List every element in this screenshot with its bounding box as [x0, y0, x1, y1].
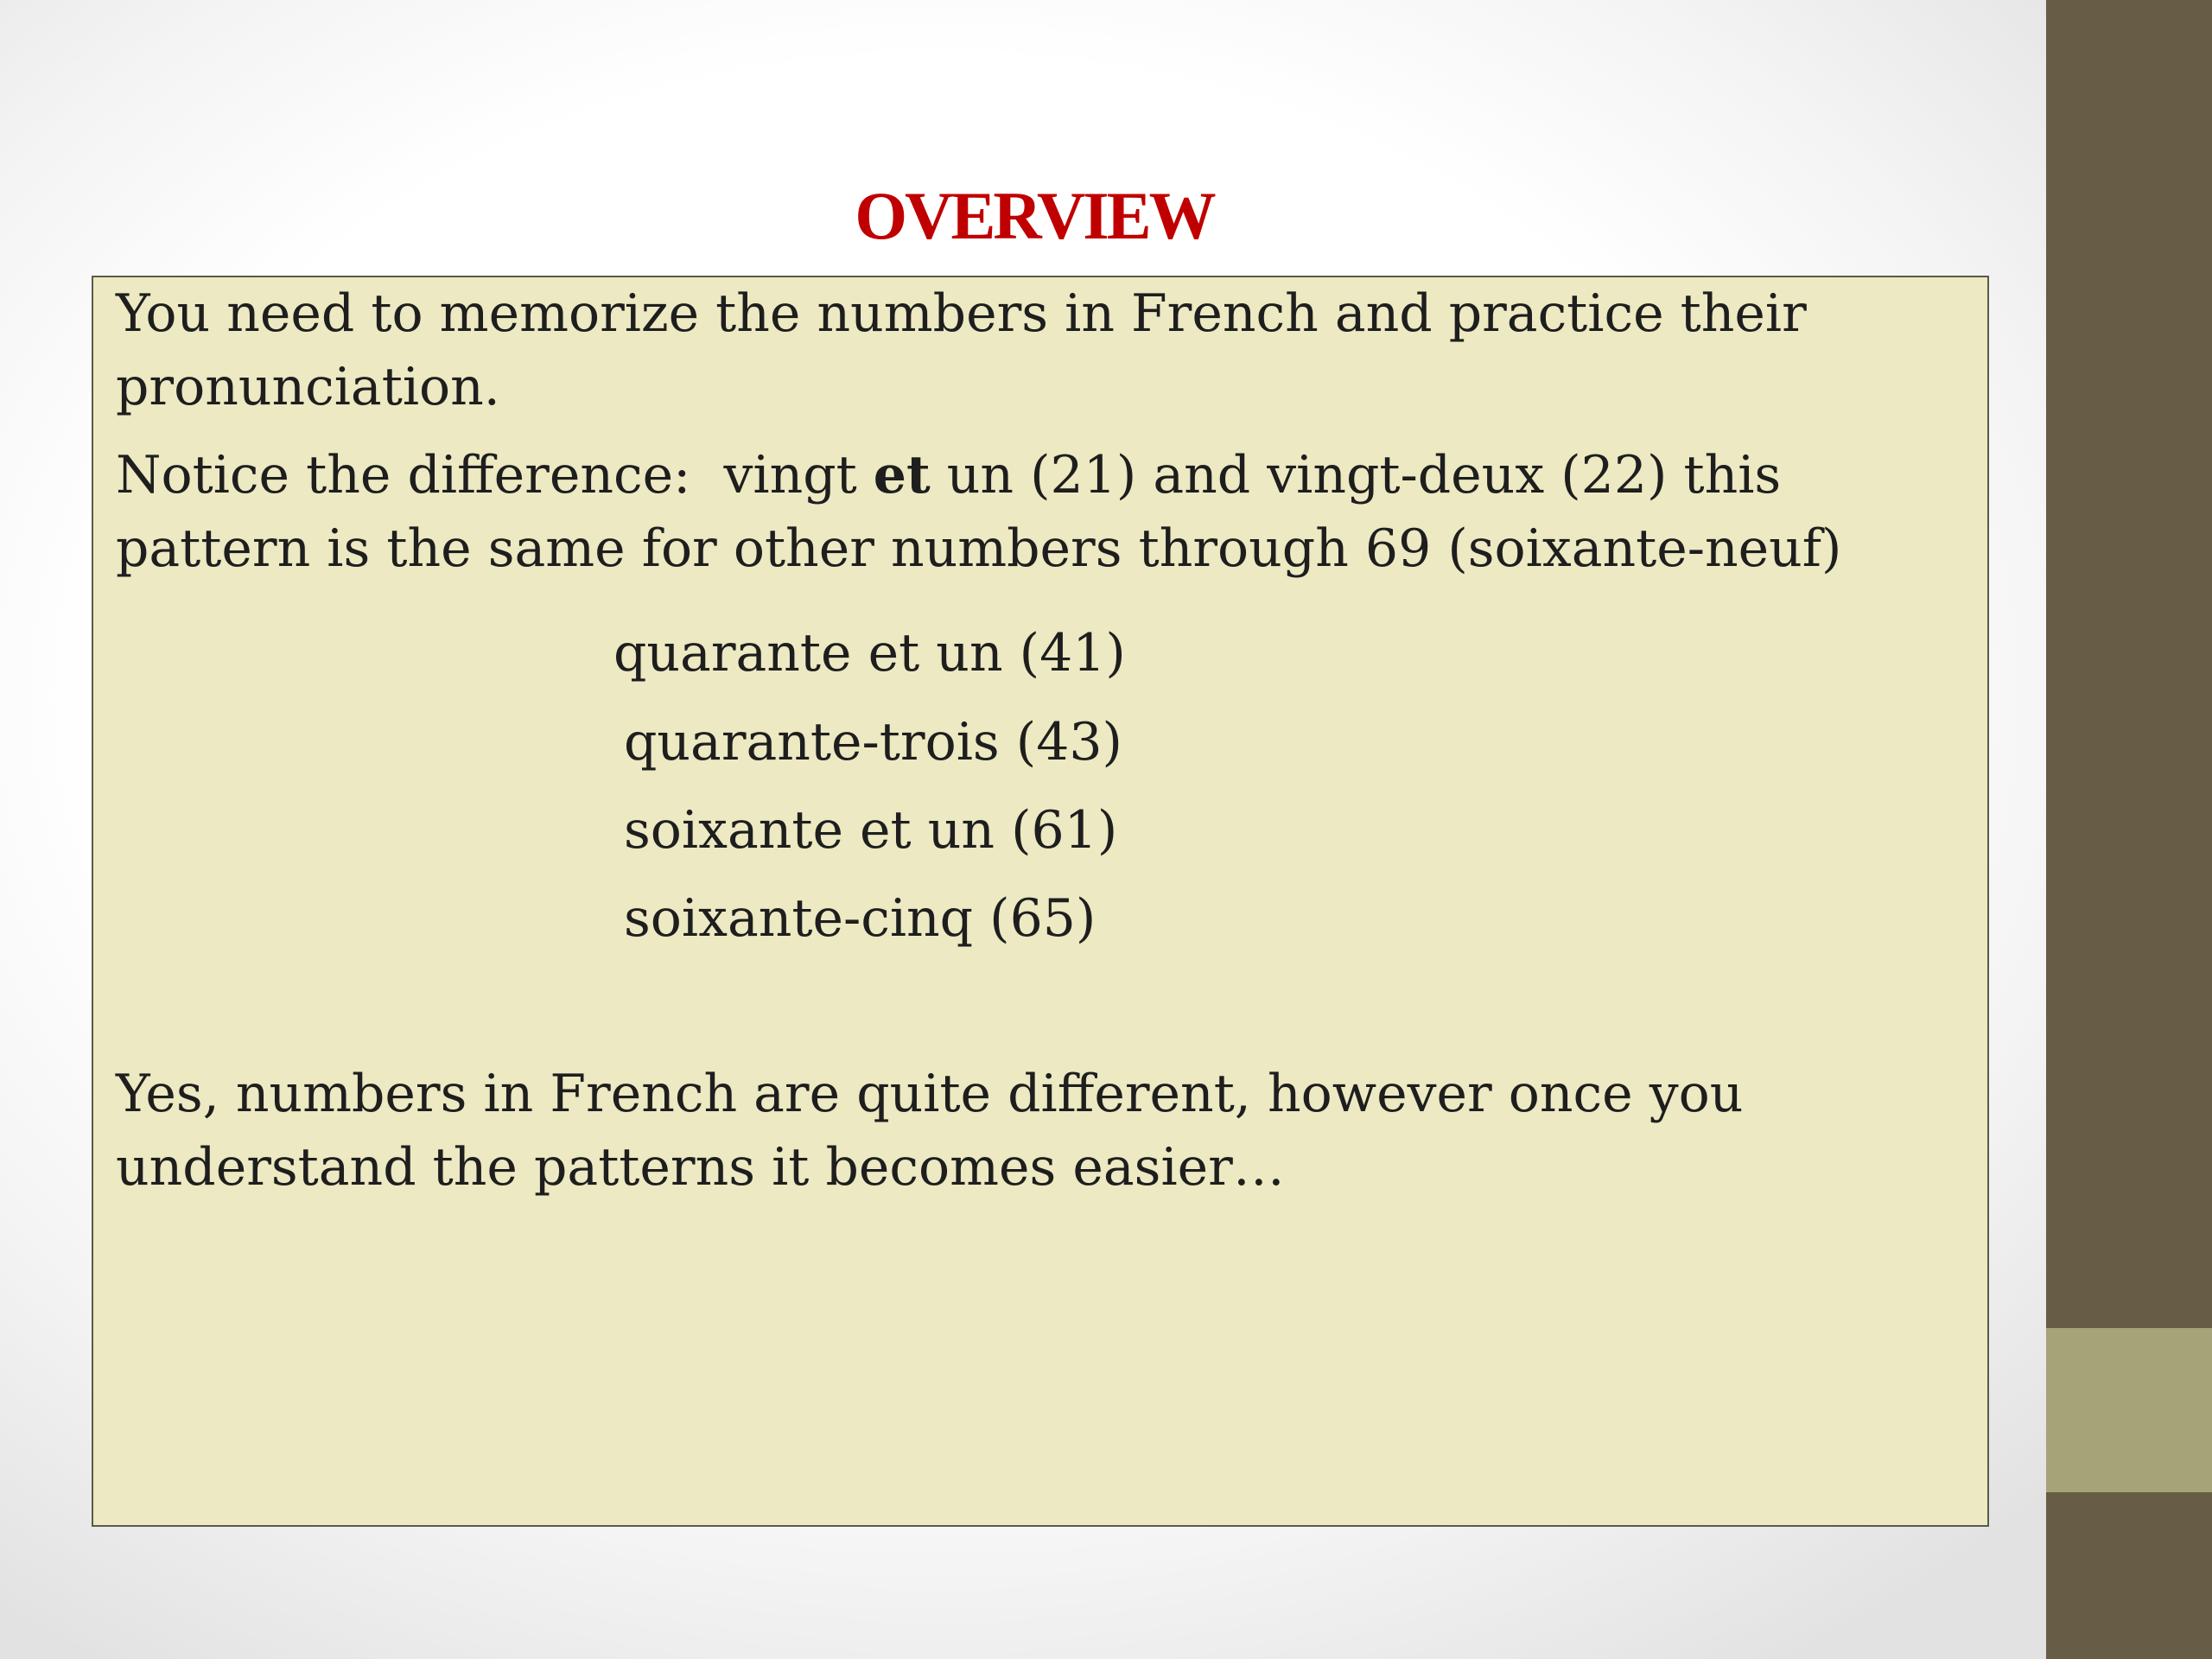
- side-bar-dark-band-bottom: [2046, 1492, 2212, 1659]
- decorative-side-bar: [2046, 0, 2212, 1659]
- intro-line-2: pronunciation.: [116, 357, 500, 417]
- example-item: soixante et un (61): [624, 800, 1118, 861]
- closing-paragraph: [116, 1058, 1743, 1205]
- side-bar-light-band: [2046, 1328, 2212, 1492]
- side-bar-dark-band: [2046, 0, 2212, 1328]
- slide-title: OVERVIEW: [855, 178, 1214, 253]
- notice-lead: Notice the difference: vingt: [116, 445, 874, 505]
- content-box: [92, 276, 1989, 1527]
- example-item: quarante et un (41): [613, 623, 1126, 683]
- example-item: soixante-cinq (65): [624, 888, 1096, 949]
- notice-paragraph: [116, 439, 1841, 586]
- notice-tail: un (21) and vingt-deux (22) this: [930, 445, 1782, 505]
- example-item: quarante-trois (43): [624, 712, 1122, 772]
- intro-paragraph: [116, 277, 1807, 424]
- closing-line-2: understand the patterns it becomes easier…: [116, 1137, 1285, 1198]
- intro-line-1: You need to memorize the numbers in French and practice their: [116, 283, 1807, 344]
- notice-emphasis: et: [873, 445, 931, 505]
- notice-line-2: pattern is the same for other numbers through 69 (soixante-neuf): [116, 518, 1842, 579]
- closing-line-1: Yes, numbers in French are quite different, however once you: [116, 1064, 1744, 1124]
